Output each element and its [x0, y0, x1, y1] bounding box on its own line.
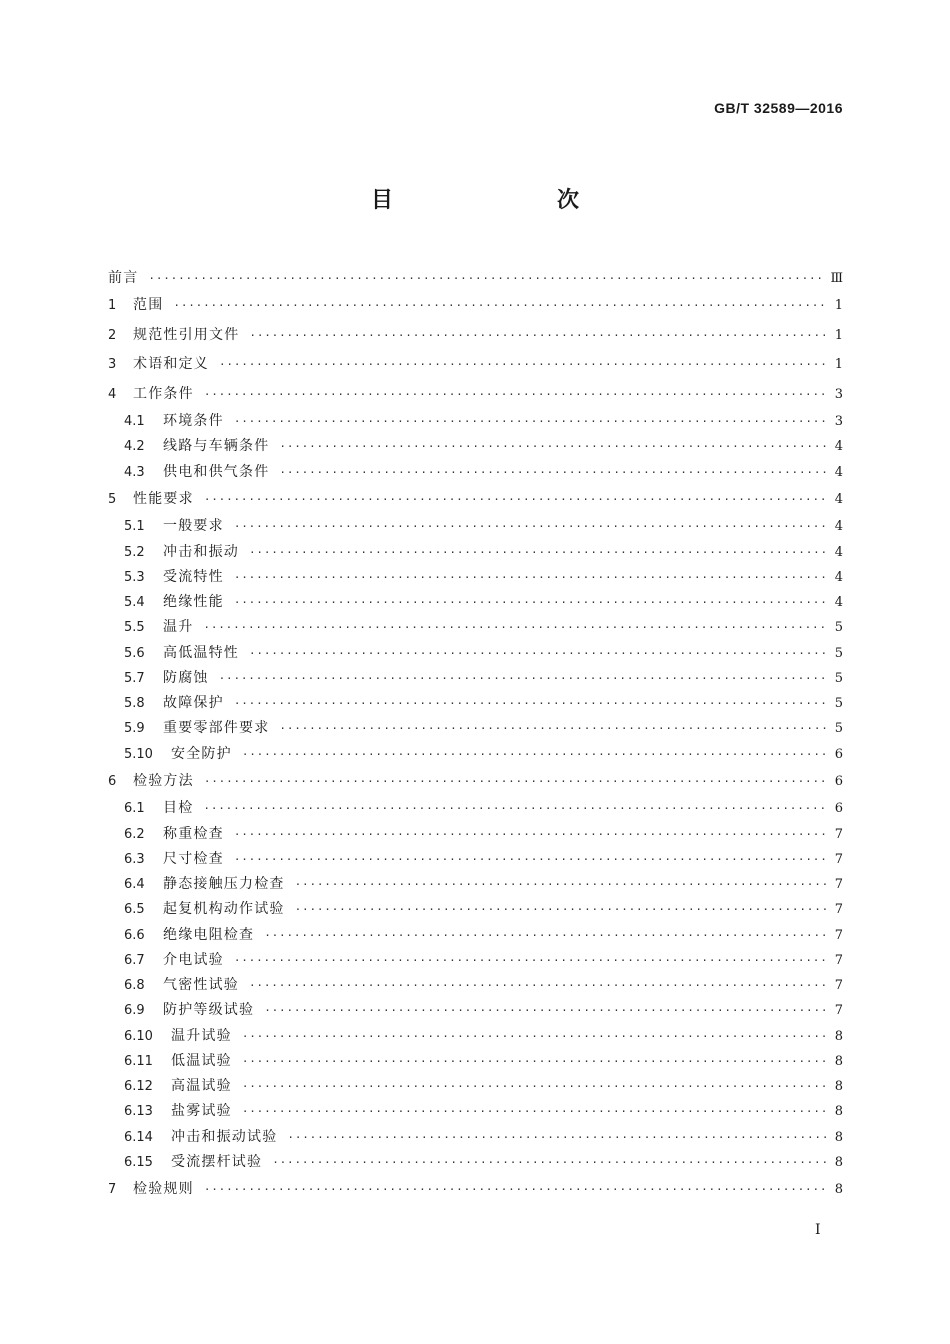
toc-entry-page: 5 — [834, 620, 843, 636]
toc-entry-number: 6.4 — [124, 877, 145, 892]
toc-entry[interactable] — [108, 1024, 843, 1049]
toc-entry-label: 范围 — [133, 297, 164, 313]
toc-entry[interactable] — [108, 1125, 843, 1150]
toc-entry-page: 8 — [834, 1154, 843, 1170]
toc-dot-leader — [234, 691, 827, 716]
toc-entry[interactable] — [108, 615, 843, 640]
toc-entry-label: 气密性试验 — [163, 977, 239, 993]
toc-entry-label: 安全防护 — [171, 745, 232, 762]
toc-entry-label: 温升 — [163, 619, 194, 636]
standard-code: GB/T 32589—2016 — [714, 100, 843, 116]
toc-entry-page: 8 — [834, 1028, 843, 1044]
toc-entry-label: 规范性引用文件 — [133, 326, 240, 343]
toc-entry-label: 线路与车辆条件 — [163, 438, 270, 455]
toc-entry[interactable] — [108, 973, 843, 998]
toc-entry-page: 8 — [834, 1104, 843, 1120]
toc-entry-label: 防护等级试验 — [163, 1002, 255, 1019]
toc-entry-page: Ⅲ — [830, 271, 843, 286]
toc-dot-leader — [242, 742, 827, 767]
toc-entry[interactable] — [108, 409, 843, 434]
toc-entry-page: 5 — [834, 721, 843, 737]
toc-entry[interactable] — [108, 716, 843, 741]
toc-entry-number: 5.4 — [124, 595, 145, 610]
toc-entry-page: 4 — [834, 439, 843, 455]
toc-entry-page: 4 — [834, 464, 843, 480]
toc-entry-number: 7 — [108, 1182, 117, 1197]
toc-entry-label: 术语和定义 — [133, 356, 209, 372]
toc-dot-leader — [287, 1125, 827, 1150]
toc-entry-number: 5.1 — [124, 519, 145, 535]
toc-dot-leader — [249, 973, 827, 998]
toc-entry-number: 1 — [108, 298, 117, 313]
toc-entry-label: 绝缘电阻检查 — [163, 926, 255, 943]
toc-entry[interactable] — [108, 565, 843, 590]
toc-dot-leader — [234, 409, 827, 434]
toc-entry[interactable] — [108, 923, 843, 948]
toc-entry-number: 4.1 — [124, 414, 145, 429]
toc-entry-number: 6.14 — [124, 1129, 153, 1145]
toc-entry-label: 检验方法 — [133, 772, 194, 789]
toc-entry-label: 性能要求 — [133, 490, 194, 507]
toc-entry[interactable] — [108, 998, 843, 1023]
toc-entry[interactable] — [108, 380, 843, 410]
toc-entry[interactable] — [108, 1150, 843, 1175]
toc-entry-page: 6 — [834, 746, 843, 762]
toc-entry-page: 4 — [834, 544, 843, 560]
toc-entry[interactable] — [108, 350, 843, 380]
toc-entry-page: 1 — [834, 298, 843, 313]
toc-entry-number: 4.2 — [124, 439, 145, 455]
toc-entry-number: 5.8 — [124, 696, 145, 711]
toc-entry-page: 4 — [834, 569, 843, 585]
toc-dot-leader — [204, 767, 827, 797]
toc-entry[interactable] — [108, 767, 843, 797]
toc-entry-page: 4 — [834, 519, 843, 535]
toc-entry-number: 6.13 — [124, 1104, 153, 1120]
toc-dot-leader — [234, 514, 827, 539]
toc-dot-leader — [234, 565, 827, 590]
toc-entry-page: 7 — [834, 927, 843, 943]
toc-dot-leader — [203, 615, 827, 640]
toc-entry-label: 静态接触压力检查 — [163, 876, 285, 892]
toc-entry-number: 5.5 — [124, 620, 145, 636]
toc-entry-label: 重要零部件要求 — [163, 720, 270, 737]
toc-entry-label: 绝缘性能 — [163, 594, 224, 610]
toc-entry-page: 6 — [834, 773, 843, 789]
toc-entry-number: 6.11 — [124, 1053, 153, 1069]
toc-dot-leader — [249, 540, 827, 565]
toc-dot-leader — [279, 716, 827, 741]
table-of-contents — [108, 264, 843, 1205]
toc-entry-page: 7 — [834, 877, 843, 892]
toc-entry-page: 7 — [834, 1003, 843, 1019]
toc-dot-leader — [242, 1024, 827, 1049]
toc-dot-leader — [204, 380, 827, 410]
page-title: 目 次 — [370, 187, 619, 213]
toc-dot-leader — [219, 350, 827, 380]
toc-entry[interactable] — [108, 321, 843, 351]
toc-dot-leader — [234, 822, 827, 847]
toc-entry-page: 7 — [834, 978, 843, 993]
toc-entry-number: 3 — [108, 357, 117, 372]
toc-entry-number: 5.2 — [124, 544, 145, 560]
toc-entry-number: 6.12 — [124, 1079, 153, 1094]
toc-entry-number: 6.5 — [124, 902, 145, 918]
toc-entry-page: 1 — [834, 357, 843, 372]
toc-entry-number: 6.6 — [124, 927, 145, 943]
toc-entry-page: 3 — [834, 386, 843, 402]
toc-entry[interactable] — [108, 291, 843, 321]
toc-entry-label: 称重检查 — [163, 825, 224, 842]
toc-entry-page: 1 — [834, 327, 843, 343]
toc-entry-number: 5 — [108, 491, 117, 507]
toc-entry-page: 7 — [834, 952, 843, 968]
toc-entry[interactable] — [108, 796, 843, 821]
toc-entry[interactable] — [108, 822, 843, 847]
toc-entry-label: 目检 — [163, 800, 194, 817]
toc-entry-number: 6.3 — [124, 851, 145, 867]
toc-entry[interactable] — [108, 691, 843, 716]
toc-dot-leader — [264, 923, 827, 948]
toc-dot-leader — [264, 998, 827, 1023]
toc-entry[interactable] — [108, 485, 843, 515]
toc-entry-label: 高温试验 — [171, 1078, 232, 1094]
toc-entry-number: 6.15 — [124, 1154, 153, 1170]
toc-dot-leader — [249, 641, 827, 666]
toc-entry-label: 介电试验 — [163, 951, 224, 968]
toc-entry[interactable] — [108, 460, 843, 485]
toc-entry-number: 4.3 — [124, 464, 145, 480]
toc-entry[interactable] — [108, 514, 843, 539]
toc-entry-label: 工作条件 — [133, 385, 194, 402]
toc-entry-number: 6.8 — [124, 978, 145, 993]
toc-dot-leader — [219, 666, 827, 691]
toc-dot-leader — [279, 434, 827, 459]
toc-entry-label: 供电和供气条件 — [163, 463, 270, 480]
page-number: I — [815, 1222, 821, 1238]
toc-entry-page: 5 — [834, 645, 843, 661]
toc-entry-label: 防腐蚀 — [163, 669, 209, 686]
toc-entry-number: 4 — [108, 386, 117, 402]
toc-dot-leader — [203, 796, 827, 821]
toc-entry-number: 5.10 — [124, 746, 153, 762]
toc-dot-leader — [148, 264, 826, 294]
toc-entry-page: 5 — [834, 670, 843, 686]
toc-entry-page: 7 — [834, 902, 843, 918]
toc-entry-label: 低温试验 — [171, 1052, 232, 1069]
toc-entry-label: 受流特性 — [163, 568, 224, 585]
toc-dot-leader — [249, 321, 827, 351]
toc-entry-number: 5.9 — [124, 721, 145, 737]
toc-dot-leader — [234, 948, 827, 973]
toc-entry-page: 5 — [834, 696, 843, 711]
toc-entry-number: 6.7 — [124, 952, 145, 968]
toc-entry[interactable] — [108, 590, 843, 615]
toc-entry-page: 4 — [834, 491, 843, 507]
toc-dot-leader — [295, 872, 827, 897]
toc-entry-number: 5.7 — [124, 670, 145, 686]
toc-entry-number: 2 — [108, 327, 117, 343]
toc-entry[interactable] — [108, 742, 843, 767]
toc-dot-leader — [234, 847, 827, 872]
toc-entry-number: 6.1 — [124, 801, 145, 817]
toc-entry-label: 环境条件 — [163, 413, 224, 429]
toc-entry-page: 6 — [834, 801, 843, 817]
toc-entry[interactable] — [108, 1074, 843, 1099]
toc-entry[interactable] — [108, 1175, 843, 1205]
toc-entry-label: 温升试验 — [171, 1027, 232, 1044]
toc-entry-label: 尺寸检查 — [163, 850, 224, 867]
toc-dot-leader — [204, 1175, 827, 1205]
toc-dot-leader — [295, 897, 827, 922]
toc-entry-page: 7 — [834, 826, 843, 842]
toc-entry[interactable] — [108, 948, 843, 973]
toc-entry[interactable] — [108, 540, 843, 565]
toc-entry-label: 前言 — [108, 270, 139, 286]
toc-dot-leader — [204, 485, 827, 515]
toc-entry-label: 一般要求 — [163, 518, 224, 535]
toc-dot-leader — [279, 460, 827, 485]
toc-entry-page: 8 — [834, 1053, 843, 1069]
toc-entry-label: 盐雾试验 — [171, 1103, 232, 1120]
toc-dot-leader — [173, 291, 827, 321]
toc-entry-number: 6 — [108, 773, 117, 789]
toc-entry-label: 高低温特性 — [163, 644, 239, 661]
toc-dot-leader — [234, 590, 827, 615]
toc-dot-leader — [242, 1049, 827, 1074]
toc-entry-page: 8 — [834, 1079, 843, 1094]
toc-entry-number: 5.3 — [124, 569, 145, 585]
toc-entry[interactable] — [108, 641, 843, 666]
toc-entry-label: 受流摆杆试验 — [171, 1153, 263, 1170]
toc-entry-page: 8 — [834, 1182, 843, 1197]
toc-entry-page: 4 — [834, 595, 843, 610]
toc-entry-number: 6.10 — [124, 1028, 153, 1044]
toc-entry-label: 检验规则 — [133, 1181, 194, 1197]
toc-entry-page: 7 — [834, 851, 843, 867]
toc-entry-page: 8 — [834, 1129, 843, 1145]
toc-entry[interactable] — [108, 1099, 843, 1124]
toc-entry-page: 3 — [834, 414, 843, 429]
toc-entry[interactable] — [108, 847, 843, 872]
toc-entry-label: 冲击和振动 — [163, 543, 239, 560]
toc-entry[interactable] — [108, 434, 843, 459]
toc-dot-leader — [242, 1099, 827, 1124]
toc-entry[interactable] — [108, 1049, 843, 1074]
toc-entry-number: 5.6 — [124, 645, 145, 661]
toc-entry-label: 冲击和振动试验 — [171, 1128, 278, 1145]
toc-entry-label: 故障保护 — [163, 695, 224, 711]
toc-dot-leader — [272, 1150, 827, 1175]
toc-entry[interactable] — [108, 872, 843, 897]
toc-entry[interactable] — [108, 666, 843, 691]
toc-entry[interactable] — [108, 897, 843, 922]
toc-entry[interactable] — [108, 264, 843, 291]
toc-entry-number: 6.2 — [124, 826, 145, 842]
toc-entry-label: 起复机构动作试验 — [163, 901, 285, 918]
toc-dot-leader — [242, 1074, 827, 1099]
toc-entry-number: 6.9 — [124, 1003, 145, 1019]
